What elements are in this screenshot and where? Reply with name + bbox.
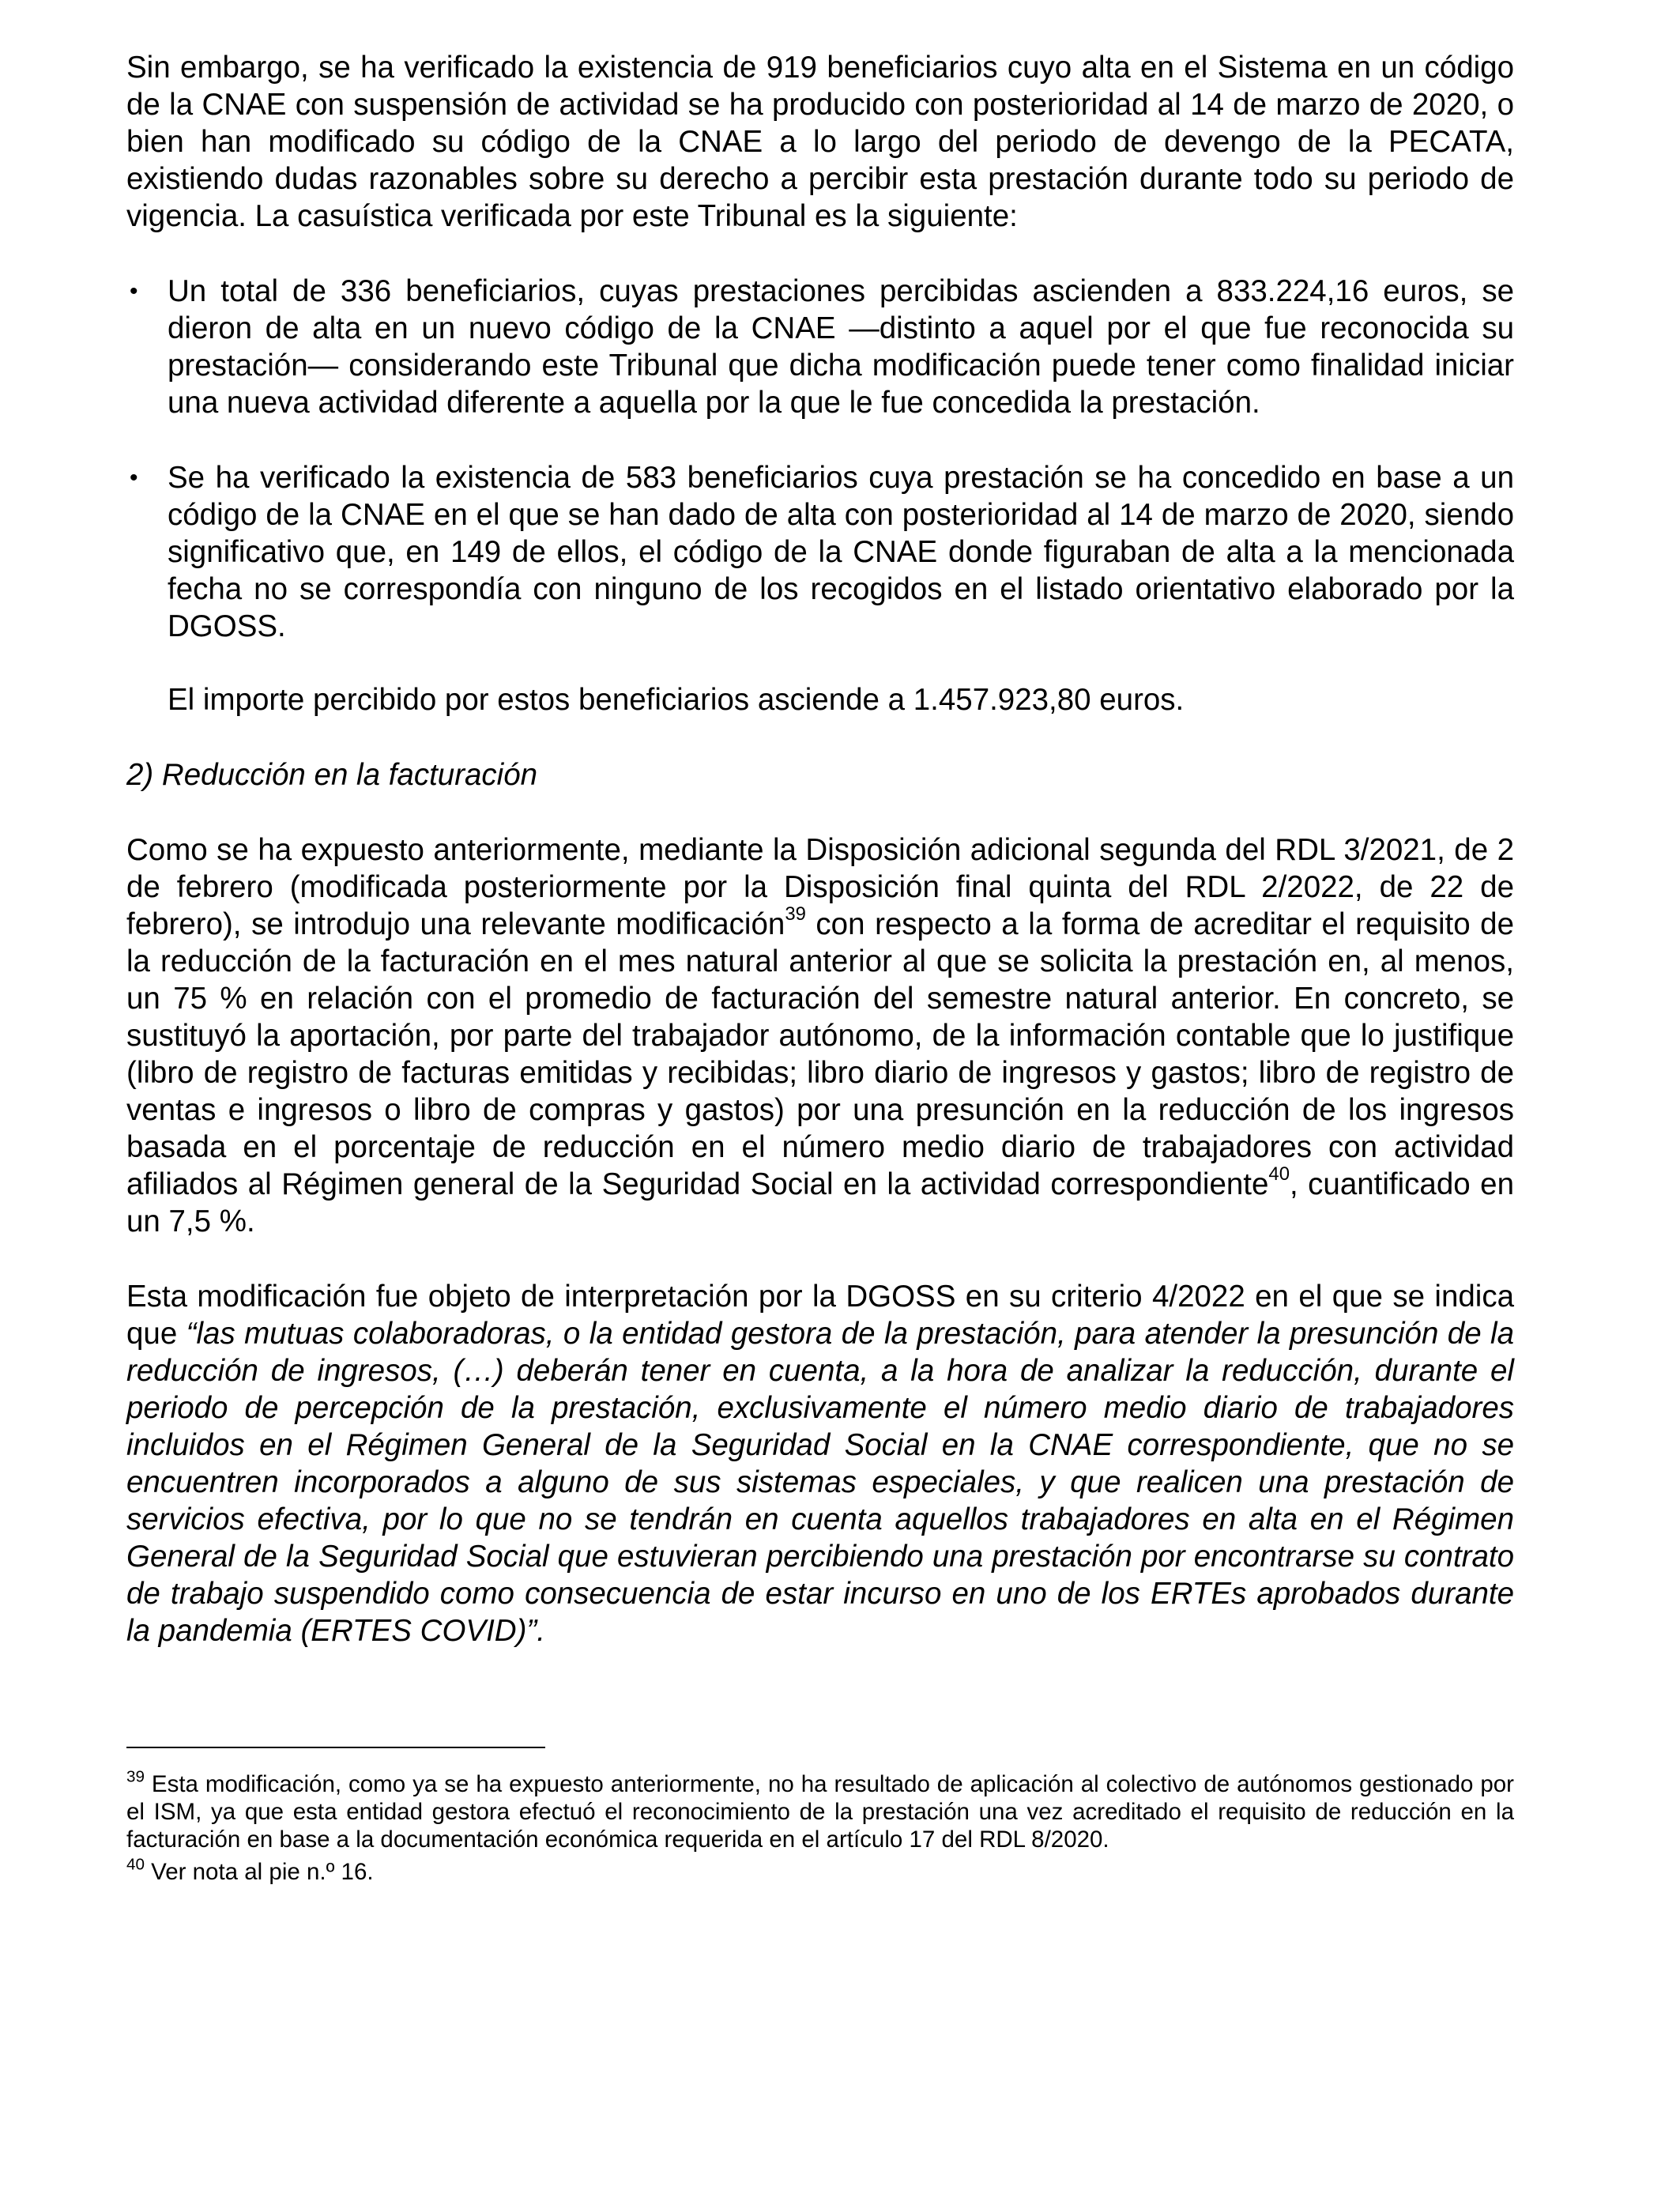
spacer	[126, 235, 1514, 273]
bullet-item-583	[126, 459, 1514, 645]
paragraph-como-part2: con respecto a la forma de acreditar el requisito de la reducción de la facturación en el mes natural anterior al que se solicita la prestación en, al menos, un 75 % en relación con el promedio de facturación del semestre natural anterior. En concreto, se sustituyó la aportación, por parte del trabajador autónomo, de la información contable que lo justifique (libro de registro de facturas emitidas y recibidas; libro diario de ingresos y gastos; libro de registro de ventas e ingresos o libro de compras y gastos) por una presunción en la reducción de los ingresos basada en el porcentaje de reducción en el número medio diario de trabajadores con actividad afiliados al Régimen general de la Seguridad Social en la actividad correspondiente	[126, 907, 1515, 1201]
paragraph-esta	[126, 1278, 1514, 1649]
paragraph-como	[126, 831, 1514, 1240]
footnote-text: Ver nota al pie n.º 16.	[144, 1859, 374, 1885]
bullet-icon: •	[130, 465, 138, 491]
footnote-number: 39	[126, 1767, 145, 1786]
spacer	[126, 794, 1514, 831]
footnote-separator	[126, 1747, 545, 1748]
spacer	[126, 645, 1514, 681]
footnote-40	[126, 1855, 1514, 1886]
footnote-number: 40	[126, 1855, 145, 1874]
paragraph-como-part1: Como se ha expuesto anteriormente, mediante la Disposición adicional segunda del RDL 3/2021, de 2 de febrero (modificada posteriormente por la Disposición final quinta del RDL 2/2022, de 22 de febrero), se introdujo una relevante modificación	[126, 833, 1514, 941]
bullet-item-336	[126, 273, 1514, 421]
footnote-ref-40[interactable]: 40	[1268, 1163, 1290, 1186]
footnote-39	[126, 1767, 1514, 1853]
paragraph-esta-quote: “las mutuas colaboradoras, o la entidad gestora de la prestación, para atender la presunción de la reducción de ingresos, (…) deberán tener en cuenta, a la hora de analizar la reducción, durante el periodo de percepción de la prestación, exclusivamente el número medio diario de trabajadores incluidos en el Régimen General de la Seguridad Social en la CNAE correspondiente, que no se encuentren incorporados a alguno de sus sistemas especiales, y que realicen una prestación de servicios efectiva, por lo que no se tendrán en cuenta aquellos trabajadores en alta en el Régimen General de la Seguridad Social que estuvieran percibiendo una prestación por encontrarse su contrato de trabajo suspendido como consecuencia de estar incurso en uno de los ERTEs aprobados durante la pandemia (ERTES COVID)”.	[126, 1317, 1515, 1648]
spacer	[126, 718, 1514, 756]
paragraph-esta-lead: Esta modificación fue objeto de interpretación por la DGOSS en su criterio 4/2022 en el que se indica que	[126, 1280, 1514, 1351]
paragraph-como-part3: , cuantificado en un 7,5 %.	[126, 1167, 1514, 1238]
paragraph-importe: El importe percibido por estos beneficiarios asciende a 1.457.923,80 euros.	[168, 683, 1185, 717]
bullet-icon: •	[130, 278, 138, 304]
paragraph-intro: Sin embargo, se ha verificado la existencia de 919 beneficiarios cuyo alta en el Sistema en un código de la CNAE con suspensión de actividad se ha producido con posterioridad al 14 de marzo de 2020, o bien han modificado su código de la CNAE a lo largo del periodo de devengo de la PECATA, existiendo dudas razonables sobre su derecho a percibir esta prestación durante todo su periodo de vigencia. La casuística verificada por este Tribunal es la siguiente:	[126, 51, 1514, 233]
spacer	[126, 1240, 1514, 1278]
bullet-text: Un total de 336 beneficiarios, cuyas prestaciones percibidas ascienden a 833.224,16 euros, se dieron de alta en un nuevo código de la CNAE —distinto a aquel por el que fue reconocida su prestación— considerando este Tribunal que dicha modificación puede tener como finalidad iniciar una nueva actividad diferente a aquella por la que le fue concedida la prestación.	[168, 274, 1514, 420]
footnotes	[126, 1767, 1514, 1891]
section-heading: 2) Reducción en la facturación	[126, 758, 538, 792]
bullet-text: Se ha verificado la existencia de 583 beneficiarios cuya prestación se ha concedido en base a un código de la CNAE en el que se han dado de alta con posterioridad al 14 de marzo de 2020, siendo significativo que, en 149 de ellos, el código de la CNAE donde figuraban de alta a la mencionada fecha no se correspondía con ninguno de los recogidos en el listado orientativo elaborado por la DGOSS.	[168, 461, 1514, 643]
footnote-text: Esta modificación, como ya se ha expuesto anteriormente, no ha resultado de aplicación al colectivo de autónomos gestionado por el ISM, ya que esta entidad gestora efectuó el reconocimiento de la prestación una vez acreditado el requisito de reducción en la facturación en base a la documentación económica requerida en el artículo 17 del RDL 8/2020.	[126, 1771, 1514, 1853]
bullet-list	[126, 273, 1514, 645]
footnote-ref-39[interactable]: 39	[785, 903, 806, 925]
